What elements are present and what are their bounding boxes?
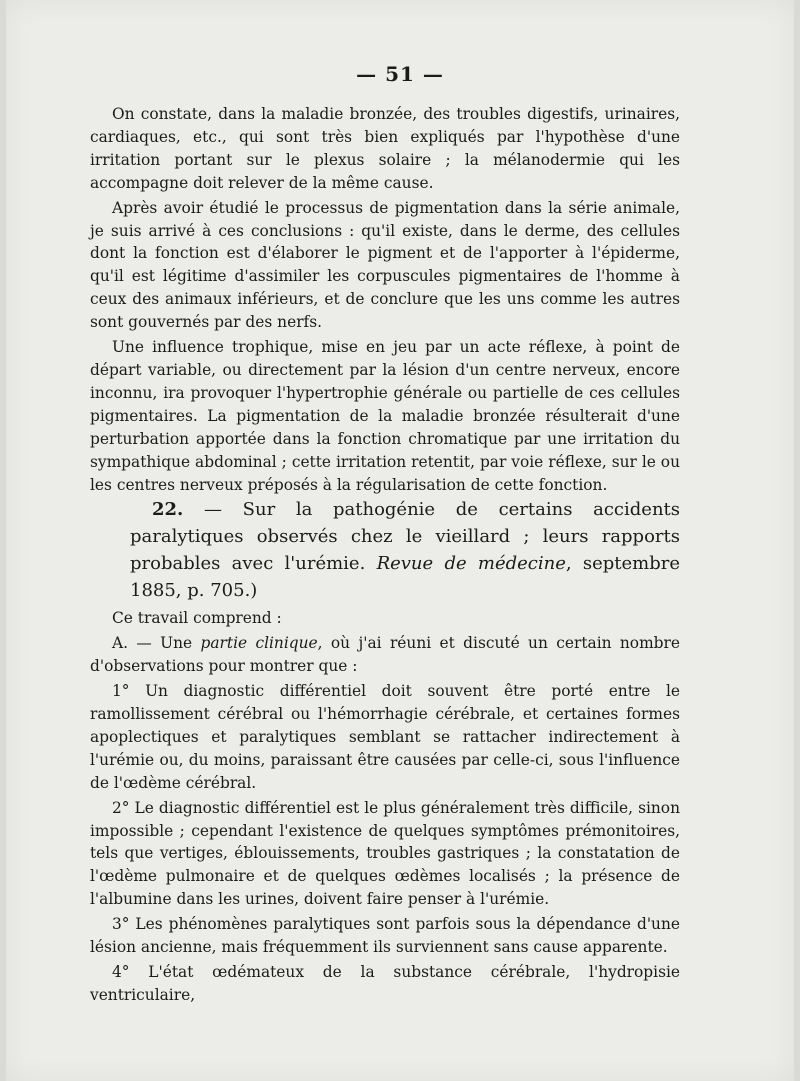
list-item-2: 2° Le diagnostic différentiel est le plus généralement très difficile, sinon impossible ; cependant l'existence de quelques symptômes prémonitoires, tels que vertiges, éblouissements, troubles gastriques ; la constatation de l'œdème pulmonaire et de quelques œdèmes localisés ; la présence de l'albumine dans les urines, doivent faire penser à l'urémie.: [90, 798, 680, 909]
section-number: 22.: [152, 499, 184, 521]
part-a-prefix: A. — Une: [112, 634, 201, 653]
section-intro: Ce travail comprend :: [112, 609, 282, 628]
paragraph-1: On constate, dans la maladie bronzée, des troubles digestifs, urinaires, cardiaques, etc., qui sont très bien expliqués par l'hypothèse d'une irritation portant sur le plexus solaire ; la mélanodermie qui les accompagne doit relever de la même cause.: [90, 105, 680, 192]
section-dash: —: [183, 499, 243, 521]
paragraph-2: Après avoir étudié le processus de pigmentation dans la série animale, je suis arrivé à ces conclusions : qu'il existe, dans le derme, des cellules dont la fonction est d'élaborer le pigment et de l'apporter à l'épiderme, qu'il est légitime d'assimiler les corpuscules pigmentaires de l'homme à ceux des animaux inférieurs, et de conclure que les uns comme les autres sont gouvernés par des nerfs.: [90, 198, 680, 332]
list-item-4: 4° L'état œdémateux de la substance cérébrale, l'hydropisie ventriculaire,: [90, 963, 680, 1004]
part-a-italic: partie clinique: [200, 634, 318, 653]
list-item-1: 1° Un diagnostic différentiel doit souvent être porté entre le ramollissement cérébral ou l'hémorrhagie cérébrale, et certaines formes apoplectiques et paralytiques semblant se rattacher indirectement à l'urémie ou, du moins, paraissant être causées par celle-ci, sous l'influence de l'œdème cérébral.: [90, 682, 680, 792]
paragraph-3: Une influence trophique, mise en jeu par un acte réflexe, à point de départ variable, ou directement par la lésion d'un centre nerveux, encore inconnu, ira provoquer l'hypertrophie générale ou partielle de ces cellules pigmentaires. La pigmentation de la maladie bronzée résulterait d'une perturbation apportée dans la fonction chromatique par une irritation du sympathique abdominal ; cette irritation retentit, par voie réflexe, sur le ou les centres nerveux préposés à la régularisation de cette fonction.: [90, 338, 680, 494]
page-body: [90, 103, 680, 1007]
section-heading: [90, 496, 680, 604]
page-number: — 51 —: [356, 62, 444, 86]
section-citation: , septembre 1885, p. 705.): [130, 553, 680, 602]
list-item-3: 3° Les phénomènes paralytiques sont parfois sous la dépendance d'une lésion ancienne, mais fréquemment ils surviennent sans cause apparente.: [90, 915, 680, 957]
part-a: [90, 632, 680, 678]
section-journal: Revue de médecine: [376, 553, 566, 575]
part-a-rest: , où j'ai réuni et discuté un certain nombre d'observations pour montrer que :: [90, 634, 680, 676]
section-title: Sur la pathogénie de certains accidents paralytiques observés chez le vieillard ; leurs rapports probables avec l'urémie.: [130, 499, 681, 575]
